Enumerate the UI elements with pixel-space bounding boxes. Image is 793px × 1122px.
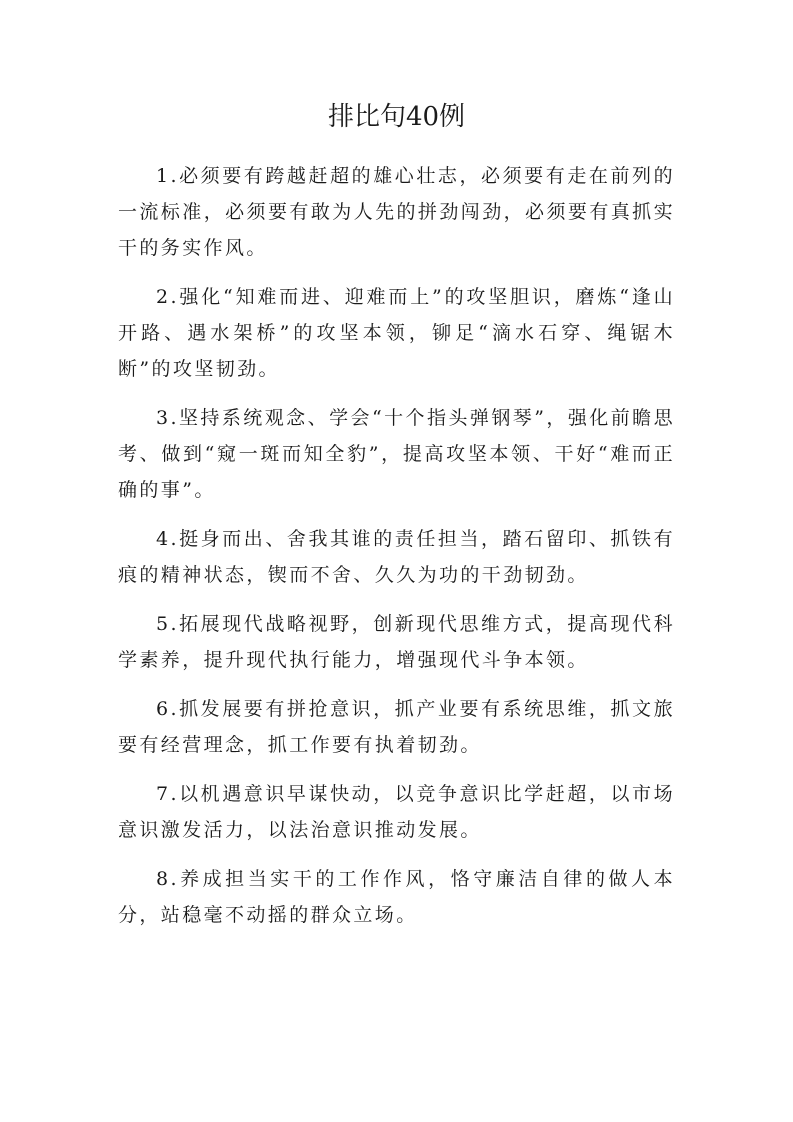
paragraph-list xyxy=(118,158,675,933)
paragraph-4: 4.挺身而出、舍我其谁的责任担当，踏石留印、抓铁有痕的精神状态，锲而不舍、久久为功的干劲韧劲。 xyxy=(118,528,675,586)
paragraph-8: 8.养成担当实干的工作作风，恪守廉洁自律的做人本分，站稳毫不动摇的群众立场。 xyxy=(118,868,675,926)
paragraph-5: 5.拓展现代战略视野，创新现代思维方式，提高现代科学素养，提升现代执行能力，增强现代斗争本领。 xyxy=(118,613,675,671)
paragraph-2: 2.强化“知难而进、迎难而上”的攻坚胆识，磨炼“逢山开路、遇水架桥”的攻坚本领，铆足“滴水石穿、绳锯木断”的攻坚韧劲。 xyxy=(118,286,675,380)
paragraph-6: 6.抓发展要有拼抢意识，抓产业要有系统思维，抓文旅要有经营理念，抓工作要有执着韧劲。 xyxy=(118,698,675,756)
paragraph-3: 3.坚持系统观念、学会“十个指头弹钢琴”，强化前瞻思考、做到“窥一斑而知全豹”，提高攻坚本领、干好“难而正确的事”。 xyxy=(118,407,675,501)
paragraph-7: 7.以机遇意识早谋快动，以竞争意识比学赶超，以市场意识激发活力，以法治意识推动发展。 xyxy=(118,783,675,841)
paragraph-1: 1.必须要有跨越赶超的雄心壮志，必须要有走在前列的一流标准，必须要有敢为人先的拼劲闯劲，必须要有真抓实干的务实作风。 xyxy=(118,165,675,259)
document-title: 排比句40例 xyxy=(327,102,466,132)
